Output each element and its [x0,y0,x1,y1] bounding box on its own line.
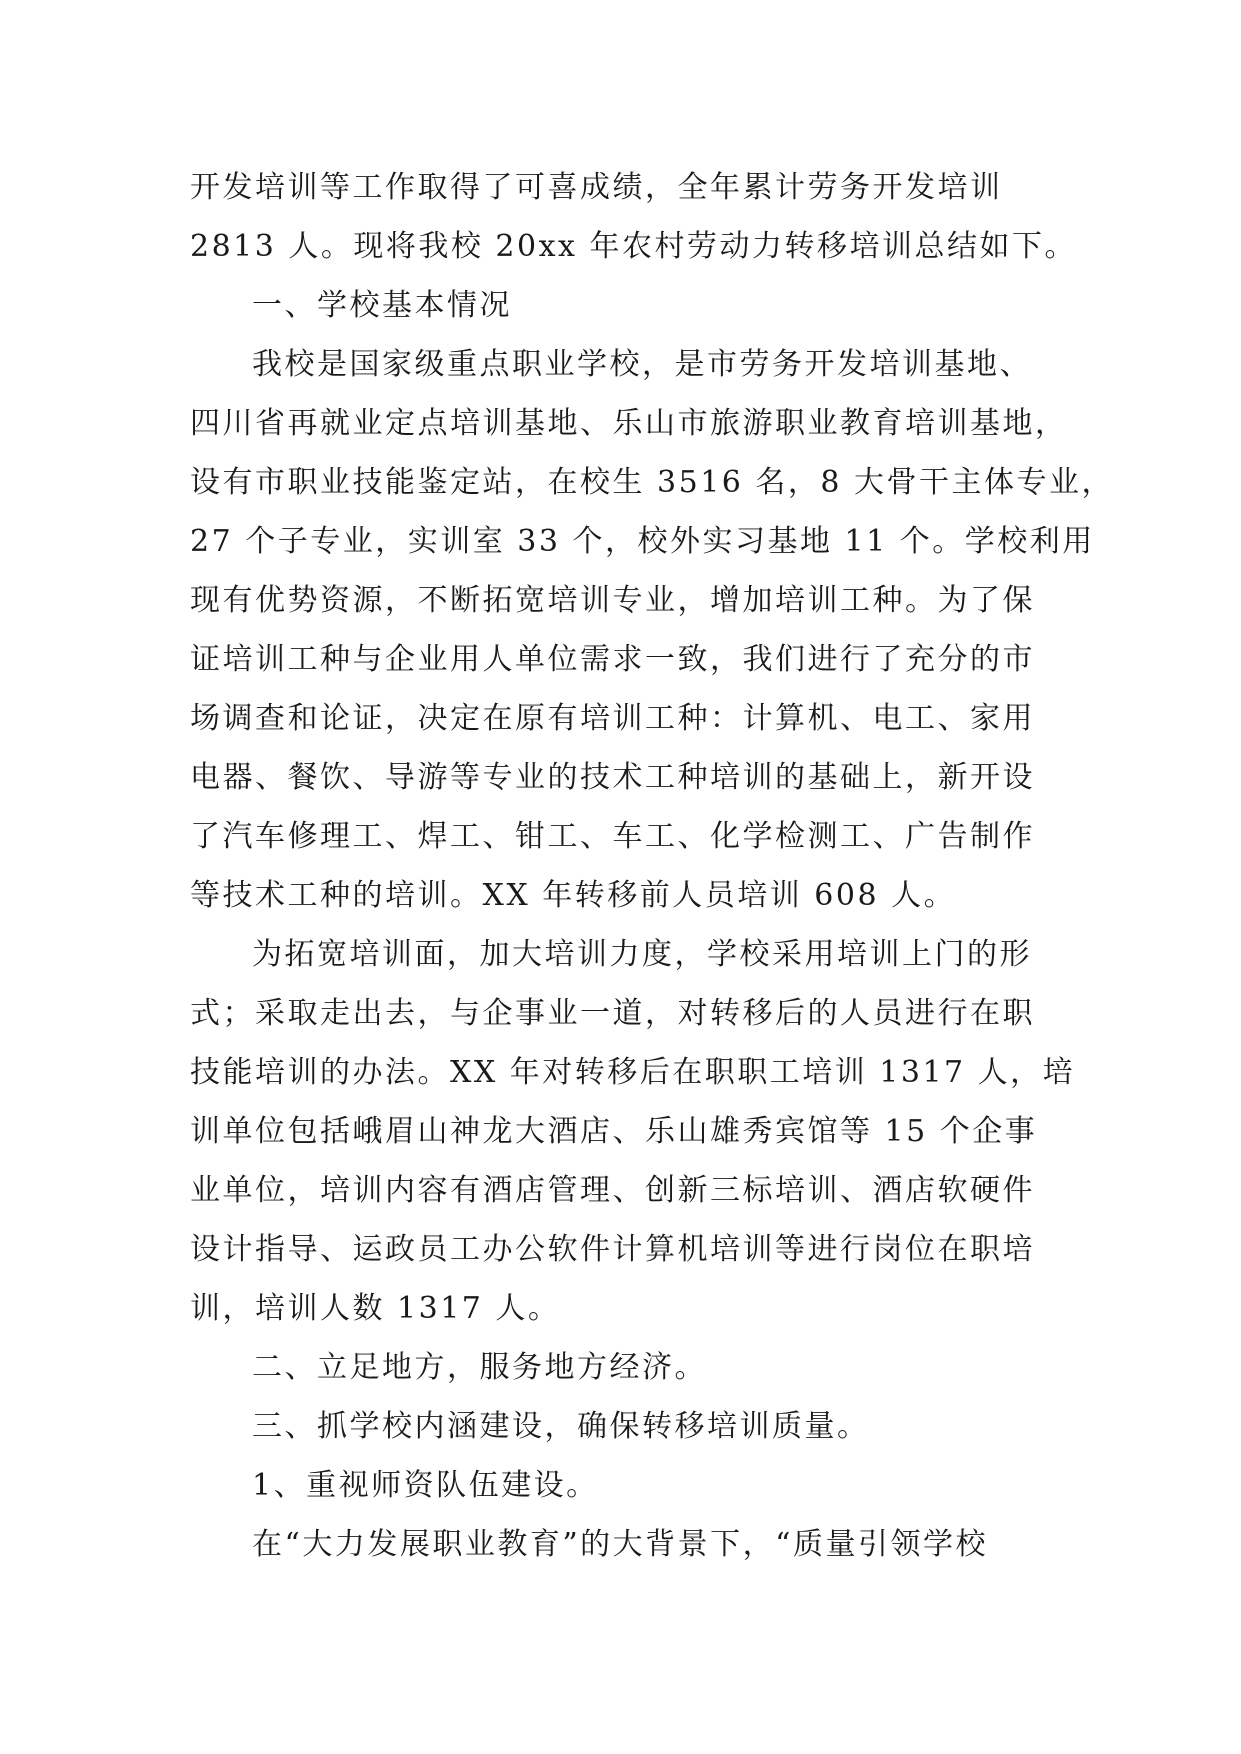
text-line: 为拓宽培训面，加大培训力度，学校采用培训上门的形 [252,937,1032,972]
text-line: 等技术工种的培训。XX 年转移前人员培训 608 人。 [190,878,957,913]
section-heading-school-info [190,276,1050,335]
heading-text: 三、抓学校内涵建设，确保转移培训质量。 [252,1409,870,1444]
text-line: 开发培训等工作取得了可喜成绩，全年累计劳务开发培训 [190,170,1003,205]
text-line: 证培训工种与企业用人单位需求一致，我们进行了充分的市 [190,642,1035,677]
text-line: 式；采取走出去，与企事业一道，对转移后的人员进行在职 [190,996,1035,1031]
text-line: 设计指导、运政员工办公软件计算机培训等进行岗位在职培 [190,1232,1035,1267]
text-line: 了汽车修理工、焊工、钳工、车工、化学检测工、广告制作 [190,819,1035,854]
paragraph-vocational-context [190,1515,1050,1574]
text-line: 27 个子专业，实训室 33 个，校外实习基地 11 个。学校利用 [190,524,1095,559]
paragraph-training-outreach [190,925,1076,1338]
text-line: 现有优势资源，不断拓宽培训专业，增加培训工种。为了保 [190,583,1035,618]
document-body [190,158,1115,1574]
text-line: 场调查和论证，决定在原有培训工种：计算机、电工、家用 [190,701,1035,736]
heading-text: 一、学校基本情况 [252,288,512,323]
text-line: 2813 人。现将我校 20xx 年农村劳动力转移培训总结如下。 [190,229,1077,264]
text-line: 在“大力发展职业教育”的大背景下，“质量引领学校 [252,1527,989,1562]
section-heading-local-service [190,1338,1050,1397]
text-line: 训单位包括峨眉山神龙大酒店、乐山雄秀宾馆等 15 个企事 [190,1114,1038,1149]
text-line: 四川省再就业定点培训基地、乐山市旅游职业教育培训基地， [190,406,1068,441]
text-line: 电器、餐饮、导游等专业的技术工种培训的基础上，新开设 [190,760,1035,795]
text-line: 设有市职业技能鉴定站，在校生 3516 名，8 大骨干主体专业， [190,465,1115,500]
text-line: 训，培训人数 1317 人。 [190,1291,561,1326]
text-line: 技能培训的办法。XX 年对转移后在职职工培训 1317 人，培 [190,1055,1076,1090]
section-heading-quality [190,1397,1050,1456]
text-line: 我校是国家级重点职业学校，是市劳务开发培训基地、 [252,347,1032,382]
paragraph-school-overview [190,335,1115,925]
heading-text: 1、重视师资队伍建设。 [252,1468,599,1503]
subsection-heading-teachers [190,1456,1050,1515]
paragraph-intro [190,158,1077,276]
text-line: 业单位，培训内容有酒店管理、创新三标培训、酒店软硬件 [190,1173,1035,1208]
heading-text: 二、立足地方，服务地方经济。 [252,1350,707,1385]
